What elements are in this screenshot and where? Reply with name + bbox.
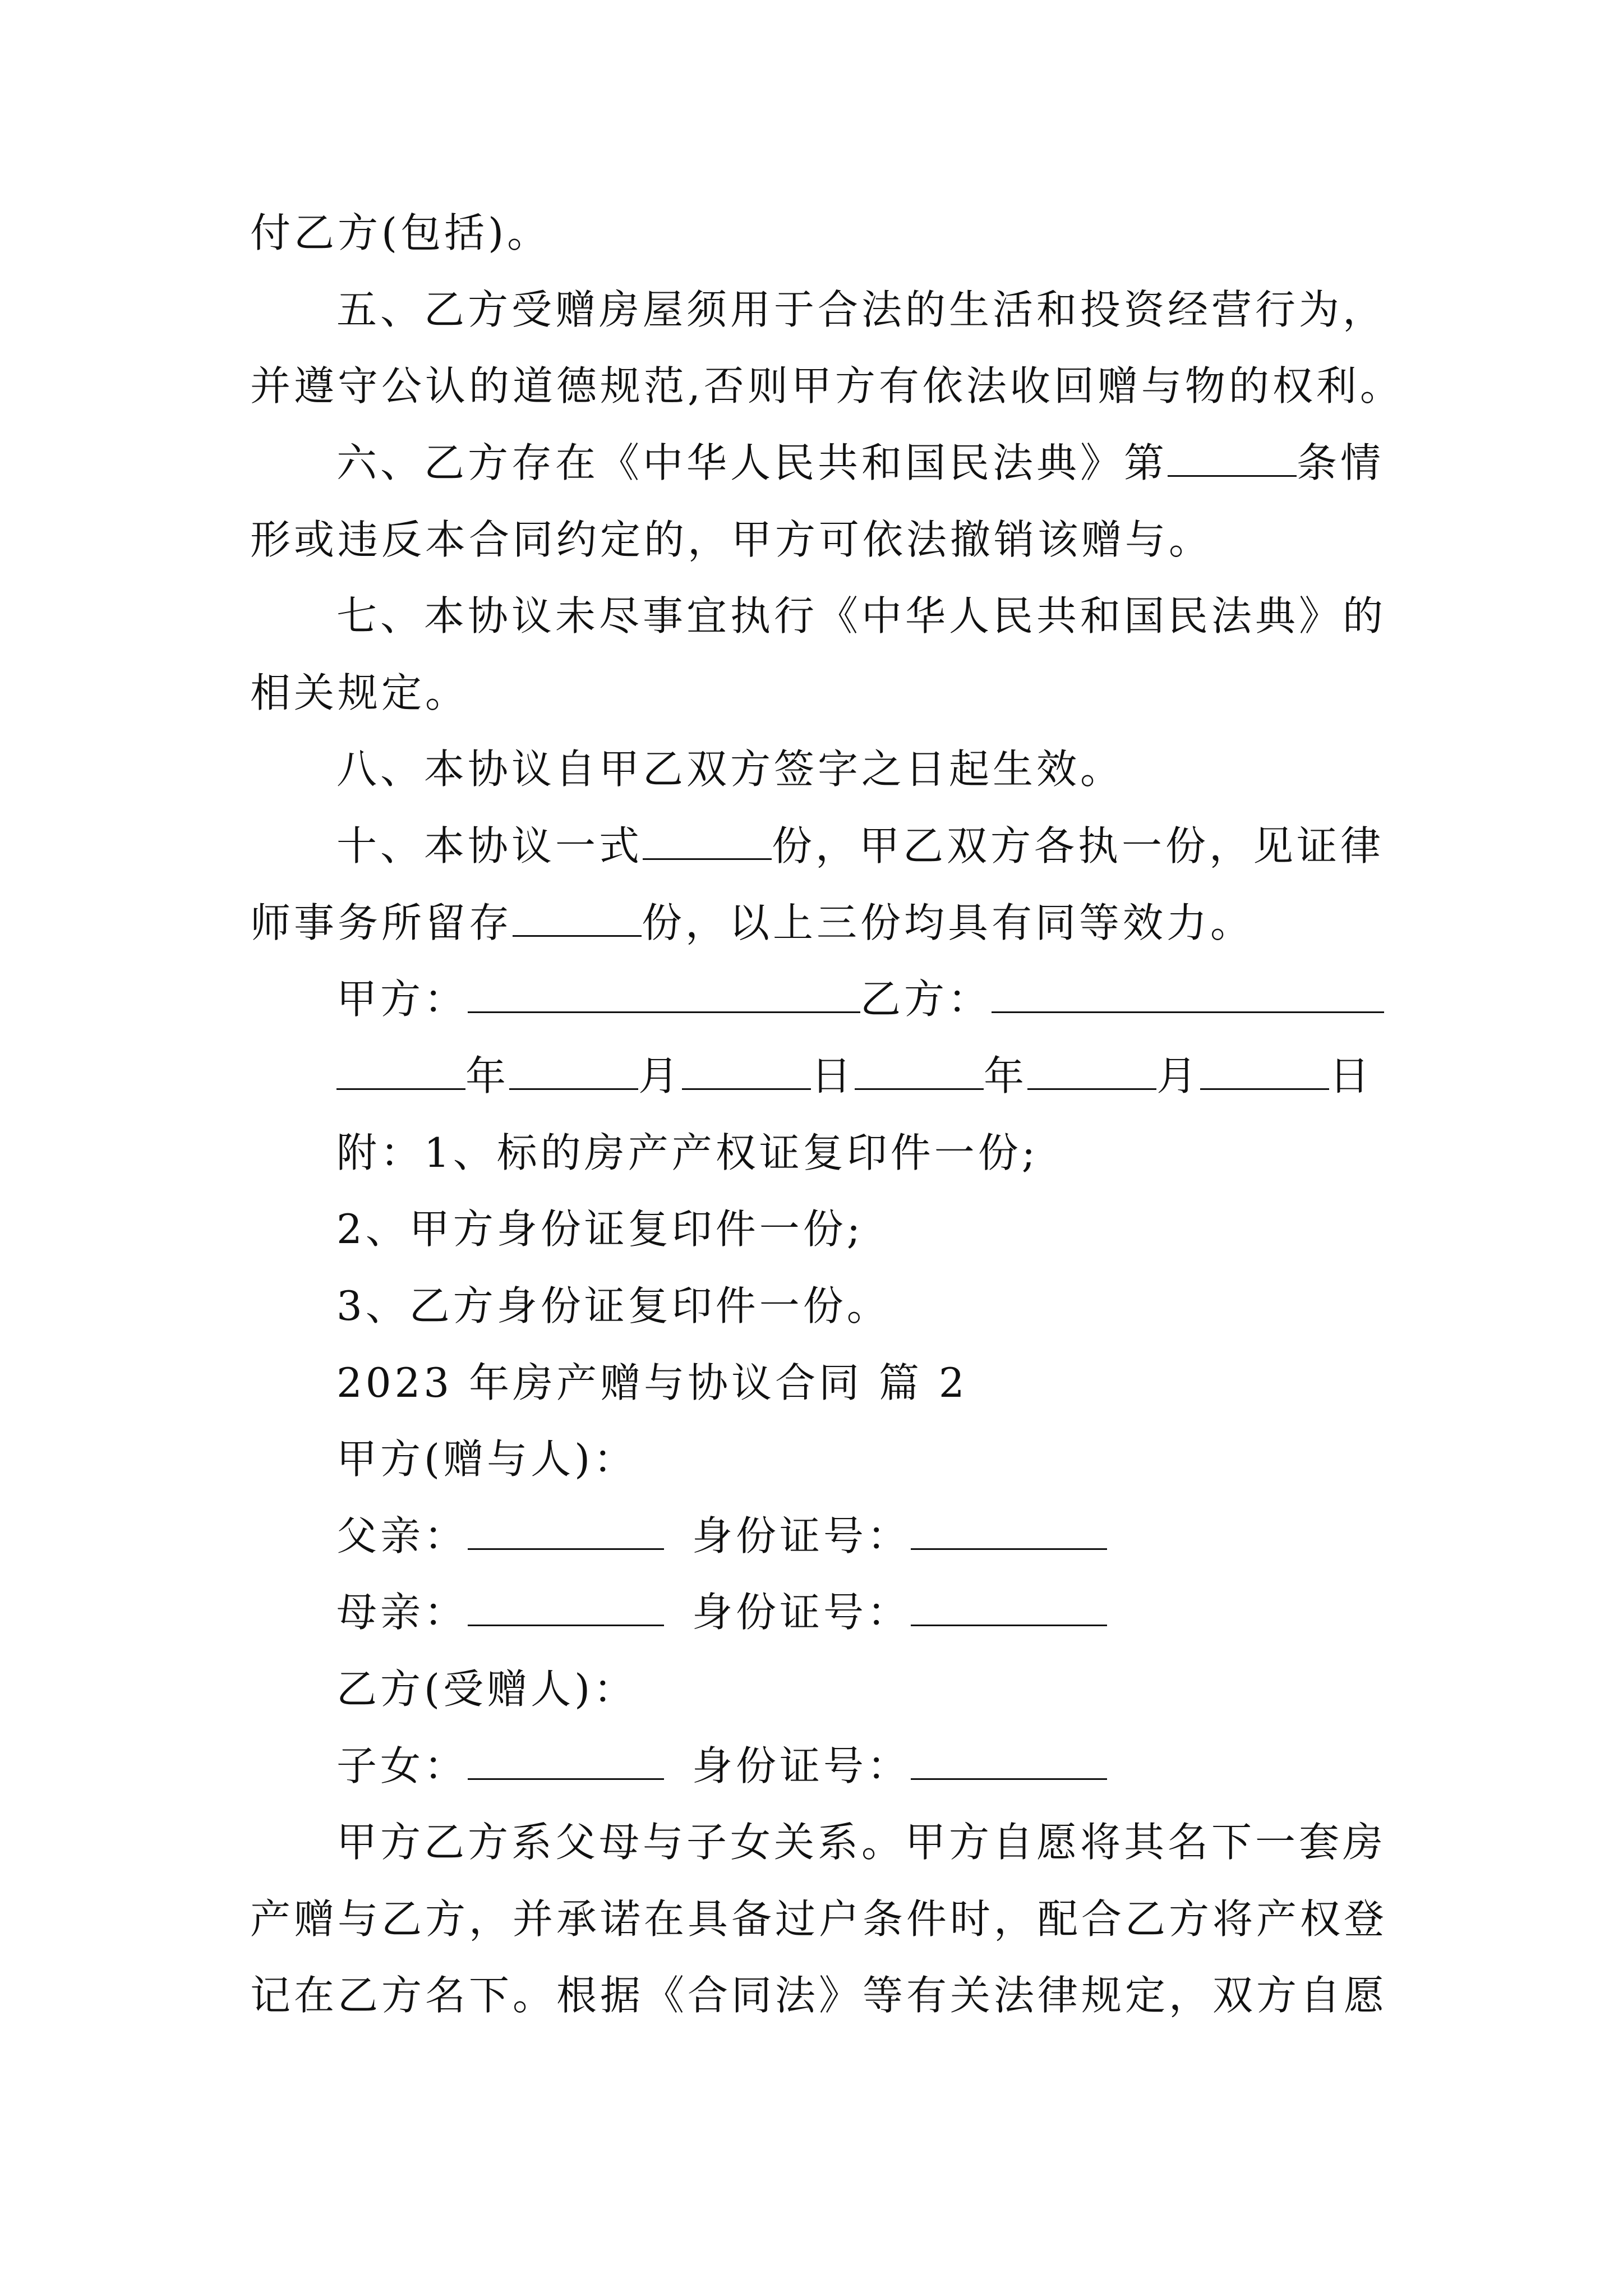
mother-row	[336, 1584, 1107, 1640]
month-blank	[1027, 1049, 1156, 1090]
id-label: 身份证号：	[692, 1589, 911, 1636]
clause-5: 五、乙方受赠房屋须用于合法的生活和投资经营行为，	[336, 286, 1387, 333]
day-label: 日	[811, 1052, 855, 1099]
party-a-label: 甲方：	[336, 976, 468, 1023]
father-row	[336, 1508, 1107, 1564]
day-label: 日	[1329, 1052, 1373, 1099]
clause-10	[336, 818, 1384, 874]
clause-6-text-end: 条情	[1297, 439, 1385, 486]
year-label: 年	[465, 1052, 510, 1099]
clause-6	[336, 435, 1384, 491]
attachment-2: 2、甲方身份证复印件一份;	[336, 1205, 864, 1253]
month-blank	[509, 1049, 638, 1090]
child-row	[336, 1738, 1107, 1794]
day-blank	[682, 1049, 811, 1090]
id-label: 身份证号：	[692, 1742, 911, 1789]
party-b-label: 乙方：	[860, 976, 992, 1023]
father-label: 父亲：	[336, 1512, 468, 1559]
clause-10-text: 十、本协议一式	[336, 822, 643, 869]
mother-id-blank	[911, 1585, 1107, 1626]
year-blank	[336, 1049, 465, 1090]
signature-line	[336, 971, 1384, 1027]
mother-name-blank	[468, 1585, 664, 1626]
text: 份，以上三份均具有同等效力。	[642, 899, 1255, 946]
section-title: 2023 年房产赠与协议合同 篇 2	[336, 1359, 968, 1406]
attachment-1: 附：1、标的房产产权证复印件一份;	[336, 1129, 1039, 1176]
child-id-blank	[911, 1739, 1107, 1780]
date-line	[336, 1048, 1373, 1104]
text-line: 形或违反本合同约定的，甲方可依法撤销该赠与。	[250, 516, 1213, 563]
party-a-signature-blank	[468, 972, 860, 1013]
month-label: 月	[638, 1052, 683, 1099]
text: 师事务所留存	[250, 899, 513, 946]
clause-6-text: 六、乙方存在《中华人民共和国民法典》第	[336, 439, 1168, 486]
clause-10-cont	[250, 895, 1254, 951]
year-label: 年	[984, 1052, 1028, 1099]
father-name-blank	[468, 1509, 664, 1550]
text-line: 付乙方(包括)。	[250, 209, 551, 256]
article-number-blank	[1168, 436, 1297, 477]
paragraph-line: 甲方乙方系父母与子女关系。甲方自愿将其名下一套房	[336, 1819, 1387, 1866]
clause-7: 七、本协议未尽事宜执行《中华人民共和国民法典》的	[336, 592, 1387, 639]
clause-10-text-end: 份，甲乙双方各执一份，见证律	[772, 822, 1385, 869]
donor-heading: 甲方(赠与人)：	[336, 1435, 638, 1483]
retained-copies-blank	[513, 896, 642, 937]
day-blank	[1200, 1049, 1329, 1090]
party-b-signature-blank	[992, 972, 1384, 1013]
paragraph-line: 产赠与乙方，并承诺在具备过户条件时，配合乙方将产权登	[250, 1895, 1388, 1943]
id-label: 身份证号：	[692, 1512, 911, 1559]
donee-heading: 乙方(受赠人)：	[336, 1665, 638, 1713]
attachment-3: 3、乙方身份证复印件一份。	[336, 1282, 891, 1329]
father-id-blank	[911, 1509, 1107, 1550]
clause-8: 八、本协议自甲乙双方签字之日起生效。	[336, 746, 1124, 793]
copies-blank	[643, 819, 772, 860]
mother-label: 母亲：	[336, 1589, 468, 1636]
month-label: 月	[1156, 1052, 1201, 1099]
paragraph-line: 记在乙方名下。根据《合同法》等有关法律规定，双方自愿	[250, 1972, 1388, 2019]
year-blank	[855, 1049, 984, 1090]
child-label: 子女：	[336, 1742, 468, 1789]
text-line: 相关规定。	[250, 669, 469, 716]
child-name-blank	[468, 1739, 664, 1780]
text-line: 并遵守公认的道德规范,否则甲方有依法收回赠与物的权利。	[250, 362, 1404, 409]
